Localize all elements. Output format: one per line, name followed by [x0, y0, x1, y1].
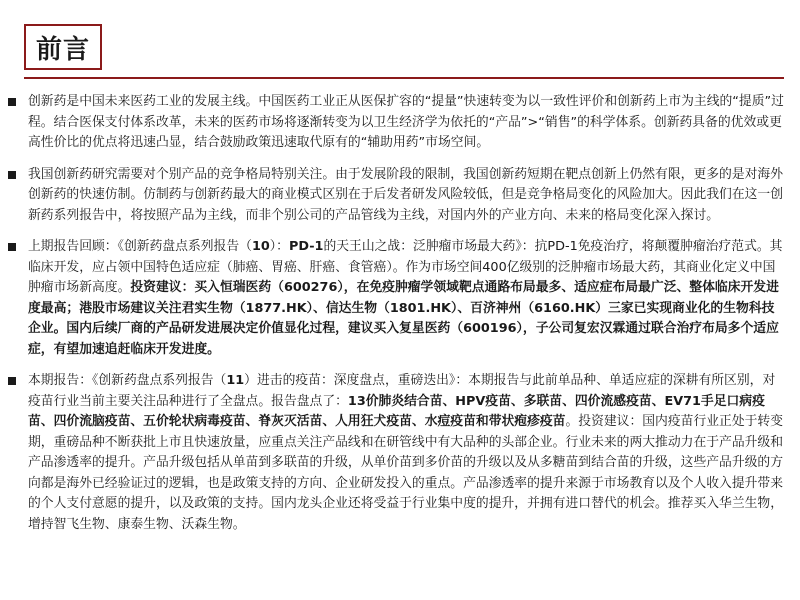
content-area	[8, 92, 786, 546]
paragraph-1	[28, 92, 786, 154]
page-title-box	[24, 24, 102, 70]
text-run: 6160.HK	[534, 300, 596, 316]
bullet-item-1	[8, 92, 786, 154]
text-run: 。投资建议：国内疫苗行业正处于转变期，重磅品种不断获批上市且快速放量，应重点关注产品线和在研管线中有大品种的头部企业。行业未来的两大推动力在于产品升级和产品渗透率的提升。产品升级包括从单苗到多联苗的升级，从单价苗到多价苗的升级以及从多糖苗到结合苗的升级，这些产品升级的方向都是海外已经验证过的逻辑，也是政策支持的方向、企业研发投入的重点。产品渗透率的提升来源于市场教育以及个人收入提升带来的个人支付意愿的提升，以及政策的支持。国内龙头企业还将受益于行业集中度的提升，并拥有进口替代的机会。推荐买入华兰生物，增持智飞生物、康泰生物、沃森生物。	[28, 414, 784, 532]
page-title: 前言	[35, 34, 90, 65]
text-run: 本期报告：《创新药盘点系列报告（	[28, 373, 227, 388]
text-run: ）：	[269, 239, 289, 254]
text-run: 1877.HK	[245, 300, 307, 316]
text-run: 1801.HK	[389, 300, 451, 316]
title-divider	[24, 77, 784, 79]
text-run: 创新药是中国未来医药工业的发展主线。中国医药工业正从医保扩容的“提量”快速转变为以一致性评价和创新药上市为主线的“提质”过程。结合医保支付体系改革，未来的医药市场将逐渐转变为以卫生经济学为依托的“产品”>“销售”的科学体系。创新药具备的优效或更高性价比的优点将迅速凸显，结合鼓励政策迅速取代原有的“辅助用药”市场空间。	[28, 94, 784, 150]
paragraph-3	[28, 237, 786, 360]
text-run: 我国创新药研究需要对个别产品的竞争格局特别关注。由于发展阶段的限制，我国创新药短期在靶点创新上仍然有限，更多的是对海外创新药的快速仿制。仿制药与创新药最大的商业模式区别在于后发者研发风险较低，但是竞争格局变化的风险加大。因此我们在这一创新药系列报告中，将按照产品为主线，而非个别公司的产品管线为主线，对国内外的产业方向、未来的格局变化深入探讨。	[28, 166, 784, 223]
square-bullet-icon	[8, 377, 16, 385]
square-bullet-icon	[8, 243, 16, 251]
text-run: ）、信达生物（	[306, 300, 390, 316]
text-run: PD-1	[288, 239, 324, 254]
bullet-item-4	[8, 371, 786, 535]
text-run: ）进击的疫苗：深度盘点，重磅迭出》：本期报告与此前单品种、单适应症的深耕有所区别，对疫苗行业当前主要关注品种进行了全盘点。报告盘点了：	[28, 373, 776, 409]
text-run: 600276	[283, 280, 338, 295]
text-run: 600196	[463, 321, 517, 336]
paragraph-4	[28, 371, 786, 535]
text-run: 上期报告回顾：《创新药盘点系列报告（	[28, 239, 252, 254]
text-run: 的天王山之战：泛肿瘤市场最大药》：抗PD-1免疫治疗，将颠覆肿瘤治疗范式。其临床开发，应占领中国特色适应症（肺癌、胃癌、肝癌、食管癌）。作为市场空间400亿级别的泛肿瘤市场最大药，其商业化定义中国肿瘤市场新高度。	[28, 239, 783, 295]
text-run: ）三家已实现商业化的生物科技企业。国内后续厂商的产品研发进展决定价值显化过程，建议买入复星医药（	[28, 300, 775, 336]
paragraph-2	[28, 165, 786, 227]
square-bullet-icon	[8, 171, 16, 179]
text-run: 10	[251, 239, 270, 254]
text-run: ），子公司复宏汉霖通过联合治疗布局多个适应症，有望加速追赶临床开发进度。	[28, 321, 779, 357]
text-run: 11	[226, 373, 245, 388]
text-run: ）、百济神州（	[450, 300, 535, 316]
square-bullet-icon	[8, 98, 16, 106]
text-run: 13价肺炎结合苗、HPV疫苗、多联苗、四价流感疫苗、EV71手足口病疫苗、四价流脑疫苗、五价轮状病毒疫苗、脊灰灭活苗、人用狂犬疫苗、水痘疫苗和带状疱疹疫苗	[28, 393, 765, 429]
text-run: ），在免疫肿瘤学领域靶点通路布局最多、适应症布局最广泛、整体临床开发进度最高；港股市场建议关注君实生物（	[28, 280, 779, 316]
bullet-item-2	[8, 165, 786, 227]
bullet-item-3	[8, 237, 786, 360]
text-run: 投资建议：买入恒瑞医药（	[130, 280, 284, 295]
